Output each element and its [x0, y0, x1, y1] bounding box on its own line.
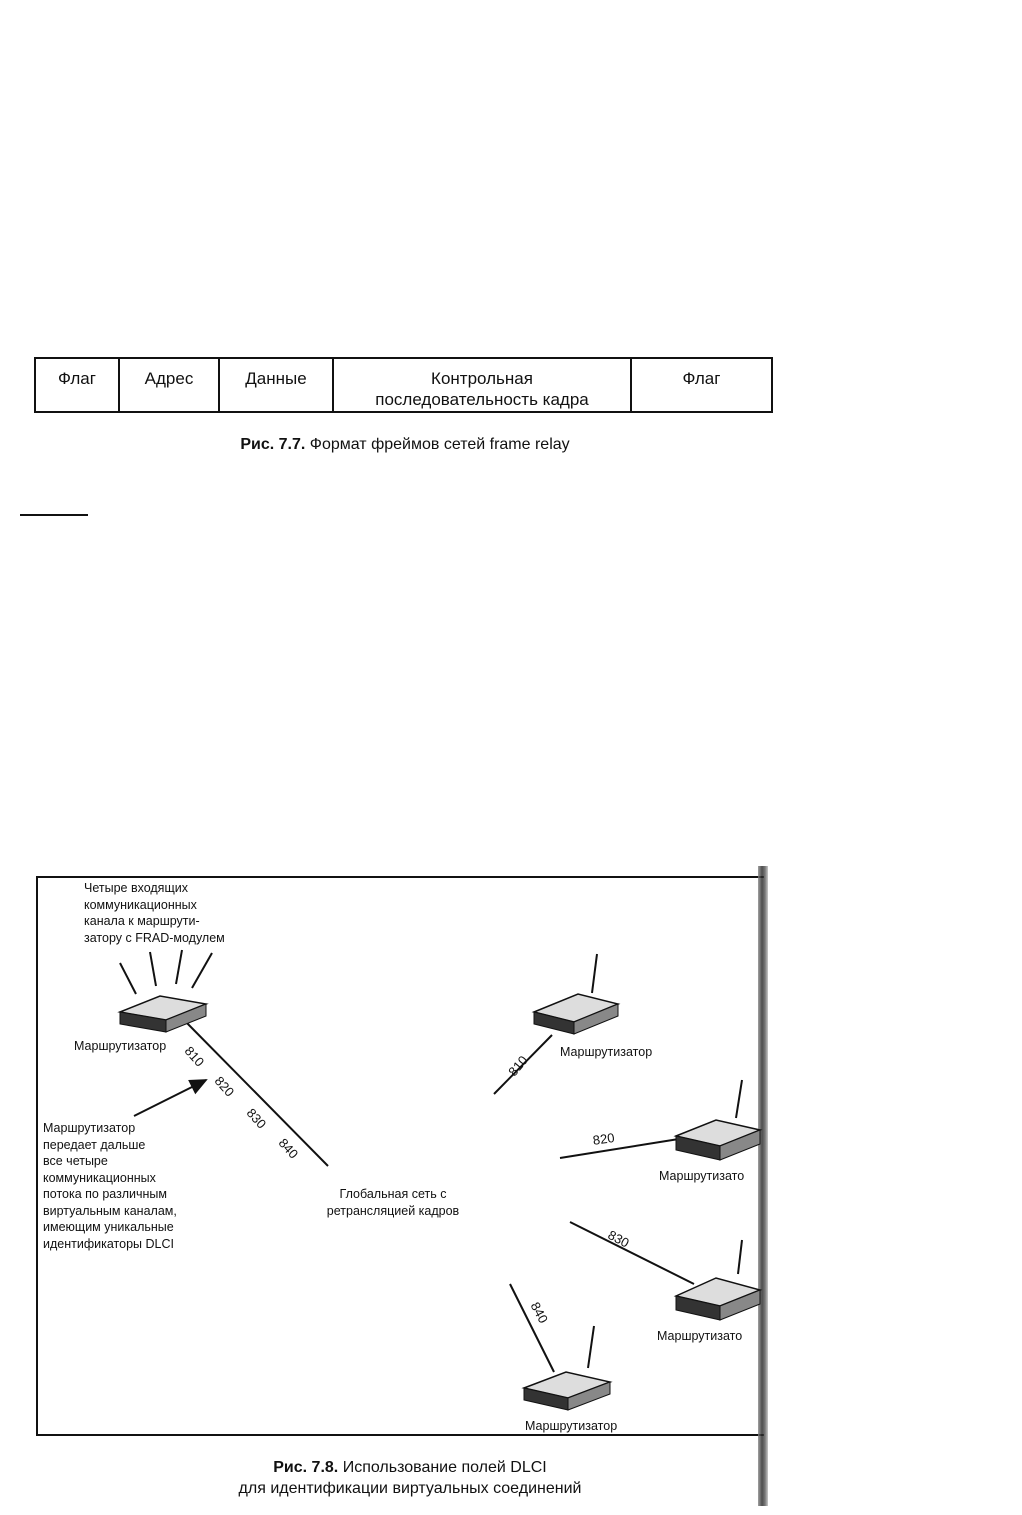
router-label-bottom: Маршрутизатор [525, 1419, 618, 1433]
incoming-channel-2 [150, 952, 156, 986]
router-icon-right-2 [676, 1278, 760, 1320]
dlci-source-810: 810 [181, 1043, 208, 1070]
router-label-source: Маршрутизатор [74, 1039, 167, 1053]
router-icon-right-1 [676, 1120, 760, 1160]
incoming-channels-note: Четыре входящих коммуникационных канала к маршрути- затору с FRAD-модулем [84, 881, 225, 945]
router-bottom-antenna [588, 1326, 594, 1368]
dlci-source-830: 830 [243, 1105, 270, 1132]
router-label-right-1: Маршрутизато [659, 1169, 745, 1183]
link-840 [510, 1284, 554, 1372]
router-icon-bottom [524, 1372, 610, 1410]
note-arrow [134, 1080, 206, 1116]
dlci-dest-820: 820 [591, 1129, 616, 1148]
figure-7-8-number: Рис. 7.8. [273, 1459, 339, 1476]
link-830 [570, 1222, 694, 1284]
frame-cell-flag-start: Флаг [36, 359, 120, 411]
router-icon-top [534, 994, 618, 1034]
incoming-channel-3 [176, 950, 182, 984]
frame-cell-flag-end: Флаг [682, 369, 721, 388]
cloud-label: Глобальная сеть с ретрансляцией кадров [326, 1187, 460, 1218]
frame-cell-address: Адрес [120, 359, 220, 411]
incoming-channel-1 [120, 963, 136, 994]
router-label-right-2: Маршрутизато [657, 1329, 743, 1343]
dlci-source-820: 820 [211, 1073, 238, 1100]
dlci-dest-810: 810 [505, 1052, 531, 1079]
figure-7-7-title: Формат фреймов сетей frame relay [309, 436, 570, 453]
figure-7-7-number: Рис. 7.7. [240, 436, 306, 453]
dlci-source-840: 840 [275, 1135, 302, 1162]
figure-7-8-title-line2: для идентификации виртуальных соединений [238, 1480, 582, 1497]
router-right1-antenna [736, 1080, 742, 1118]
frame-cell-checksum: Контрольная последовательность кадра [334, 359, 632, 411]
router-right2-antenna [738, 1240, 742, 1274]
figure-7-8-title-line1: Использование полей DLCI [342, 1459, 547, 1476]
frame-cell-data: Данные [220, 359, 334, 411]
dlci-dest-840: 840 [527, 1299, 552, 1326]
router-top-antenna [592, 954, 597, 993]
forward-note: Маршрутизатор передает дальше все четыре коммуникационных потока по различным виртуальным каналам, имеющим уникальные идентификаторы DLCI [43, 1121, 177, 1251]
router-icon-source [120, 996, 206, 1032]
router-label-top: Маршрутизатор [560, 1045, 653, 1059]
figure-7-8-caption [150, 1457, 670, 1499]
incoming-channel-4 [192, 953, 212, 988]
link-820 [560, 1138, 685, 1158]
dlci-dest-830: 830 [605, 1227, 632, 1251]
